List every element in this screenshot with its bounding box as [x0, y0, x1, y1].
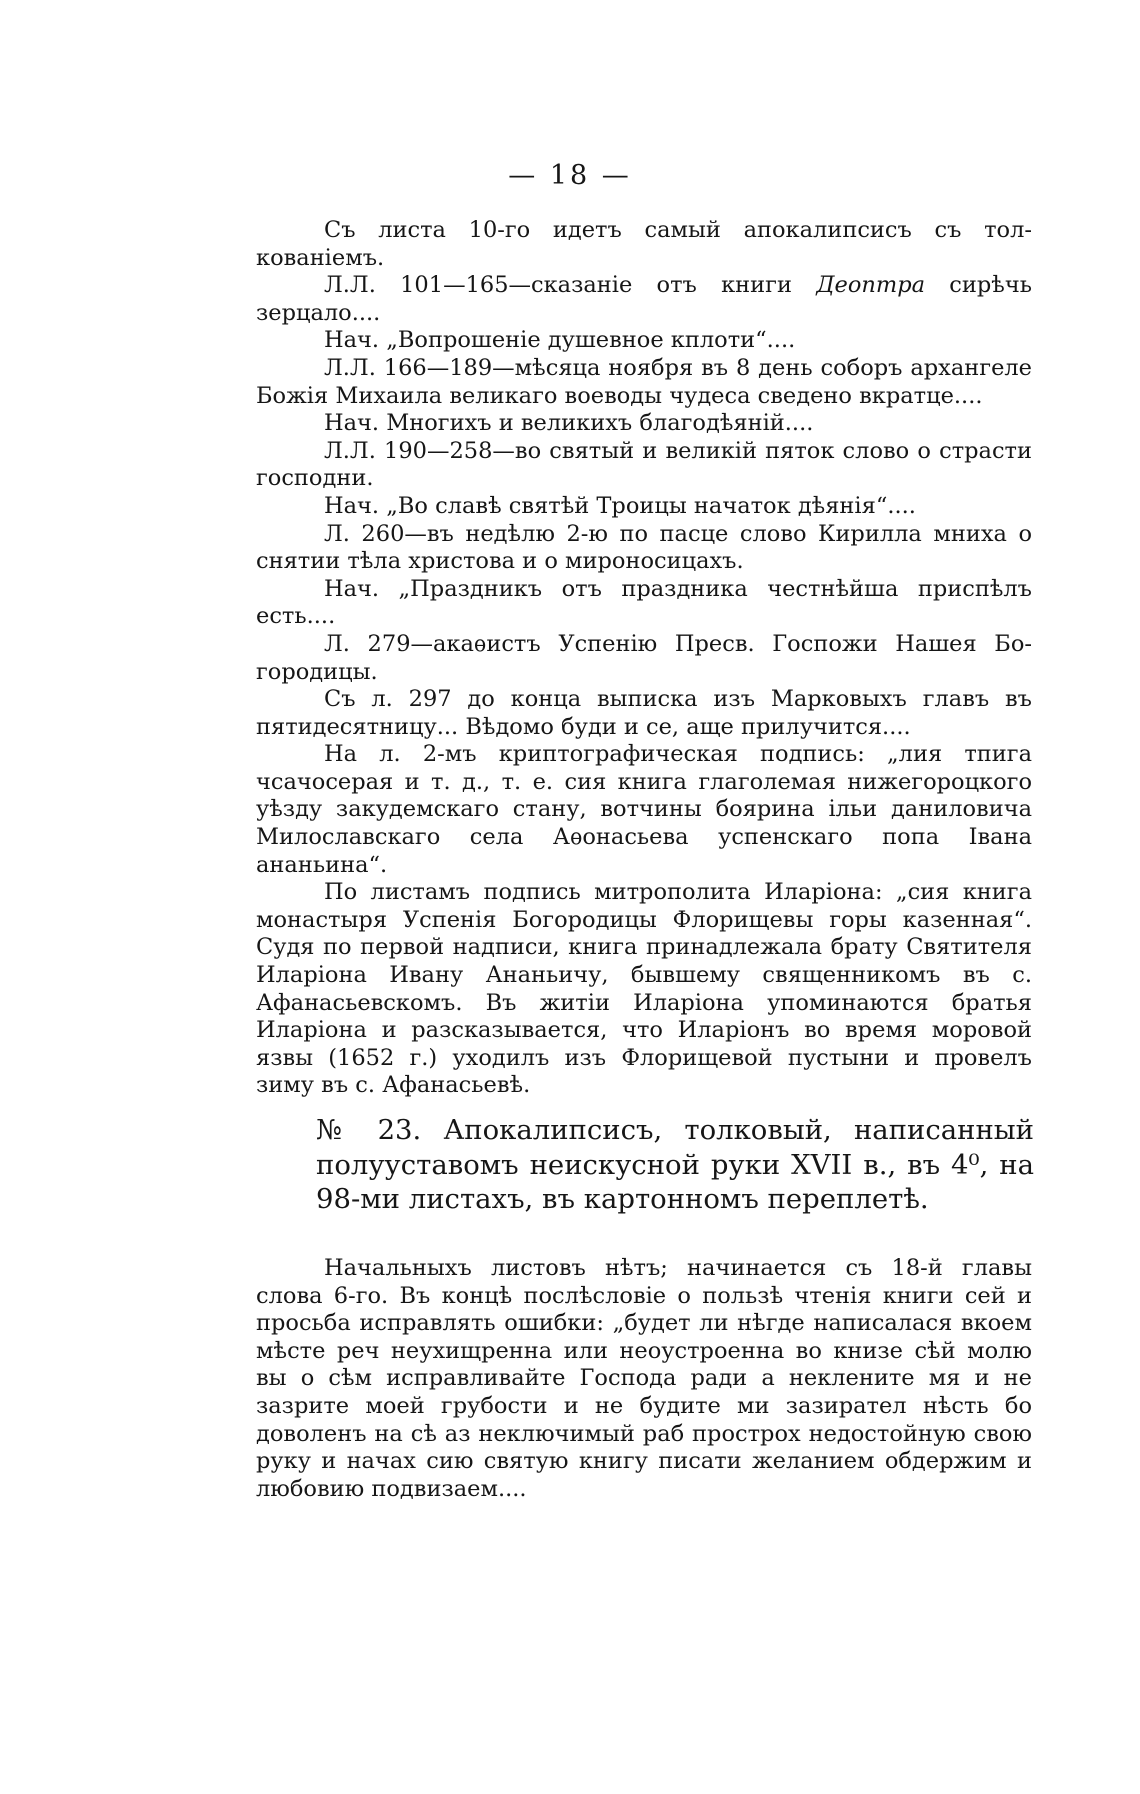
section-entry-description	[256, 1255, 1032, 1503]
paragraph-text: сирѣчь зерцало....	[256, 272, 1032, 326]
paragraph: Л.Л. 166—189—мѣсяца ноября въ 8 день соборъ архангеле Божія Михаила великаго воеводы чудеса сведено вкратце....	[256, 354, 1032, 409]
paragraph: Нач. „Праздникъ отъ праздника честнѣйша приспѣлъ есть....	[256, 575, 1032, 630]
entry-heading-no23	[316, 1113, 1034, 1217]
paragraph	[256, 272, 1032, 327]
paragraph: Начальныхъ листовъ нѣтъ; начинается съ 18-й главы слова 6-го. Въ концѣ послѣсловіе о пользѣ чтенія книги сей и просьба исправлять ошибки: „будет ли нѣгде написалася вкоем мѣсте реч неухищренна или неоустроенна во книзе сѣй молю вы о сѣм исправливайте Господа ради а неклените мя и не зазрите моей грубости и не будите ми зазирател нѣсть бо доволенъ на сѣ аз неключимый раб простроx недостойную свою руку и начах сию святую книгу писати желанием обдержим и любовию подвизаем....	[256, 1255, 1032, 1502]
page-number: — 18 —	[508, 160, 632, 191]
paragraph: Л. 279—акаѳистъ Успенію Пресв. Госпожи Нашея Богородицы.	[256, 630, 1032, 685]
paragraph: Съ листа 10-го идетъ самый апокалипсисъ съ толкованіемъ.	[256, 217, 1032, 271]
paragraph: Нач. „Во славѣ святѣй Троицы начаток дѣянія“....	[324, 492, 916, 519]
entry-heading-text: № 23. Апокалипсисъ, толковый, написанный полууставомъ неискусной руки XVII в., въ 4⁰, на 98-ми листахъ, въ картонномъ переплетѣ.	[316, 1114, 1034, 1215]
paragraph: По листамъ подпись митрополита Иларіона: „сия книга монастыря Успенія Богородицы Флорищевы горы казенная“. Судя по первой надписи, книга принадлежала брату Святителя Иларіона Ивану Ананьичу, бывшему священникомъ въ с. Афанасьевскомъ. Въ житіи Иларіона упоминаются братья Иларіона и разсказывается, что Иларіонъ во время моровой язвы (1652 г.) уходилъ изъ Флорищевой пустыни и провелъ зиму въ с. Афанасьевѣ.	[256, 879, 1032, 1099]
paragraph: Нач. Многихъ и великихъ благодѣяній....	[324, 410, 814, 437]
paragraph: Л. 260—въ недѣлю 2-ю по пасце слово Кирилла мниха о снятии тѣла христова и о мироносицахъ.	[256, 520, 1032, 575]
paragraph-text: Л.Л. 101—165—сказаніе отъ книги	[324, 272, 792, 299]
paragraph: Нач. „Вопрошеніе душевное кплоти“....	[324, 327, 796, 354]
book-title-italic: Деоптра	[816, 272, 926, 299]
paragraph: На л. 2-мъ криптографическая подпись: „лия тпига чсачосерая и т. д., т. е. сия книга глаголемая нижегороцкого уѣзду закудемскаго стану, вотчины боярина ільи даниловича Милославскаго села Аѳонасьева успенскаго попа Івана ананьина“.	[256, 741, 1032, 878]
section-manuscript-contents	[256, 217, 1032, 1100]
paragraph: Л.Л. 190—258—во святый и великій пяток слово о страсти господни.	[256, 437, 1032, 492]
paragraph: Съ л. 297 до конца выписка изъ Марковыхъ главъ въ пятидесятницу... Вѣдомо буди и се, аще прилучится....	[256, 686, 1032, 740]
